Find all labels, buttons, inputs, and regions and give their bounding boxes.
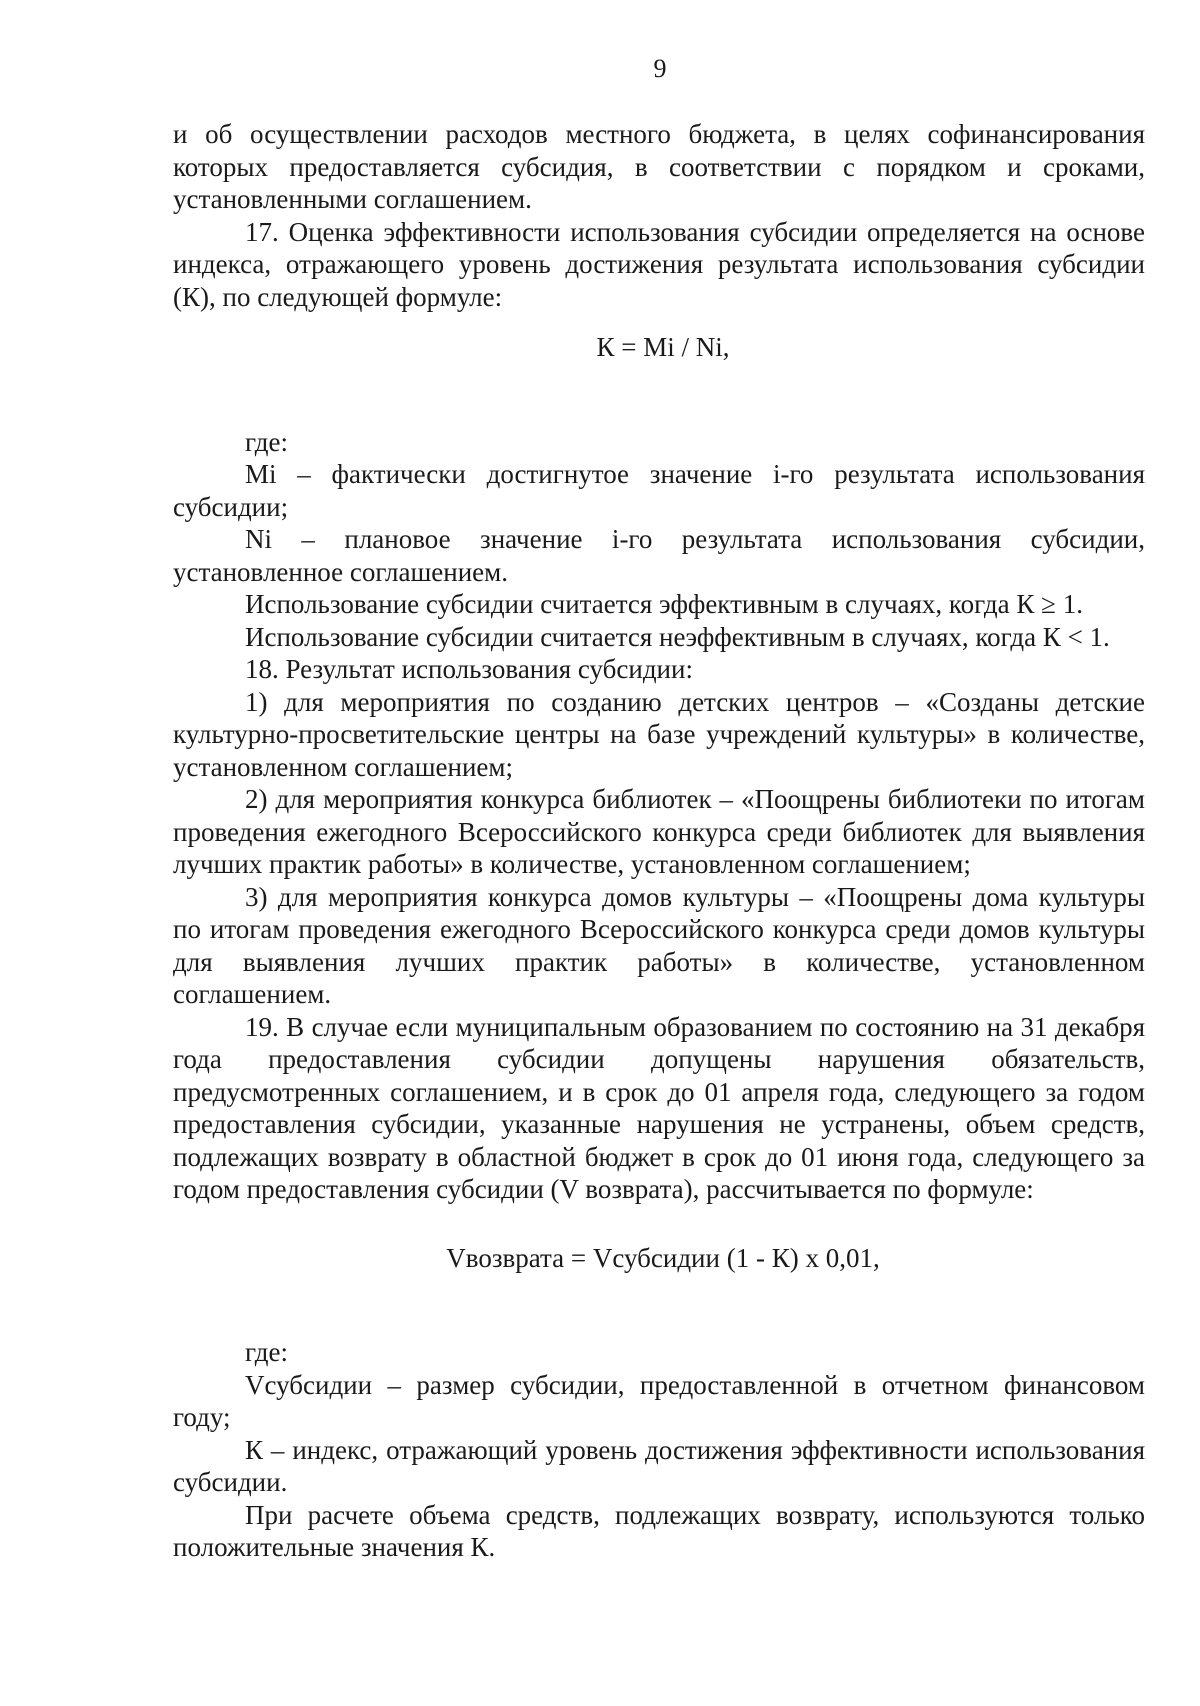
definition-mi: Mi – фактически достигнутое значение i-го результата использования субсидии;	[173, 459, 1145, 522]
formula-efficiency-index: К = Mi / Ni,	[596, 332, 730, 362]
paragraph-effective: Использование субсидии считается эффективным в случаях, когда К ≥ 1.	[245, 589, 1083, 619]
list-item-1: 1) для мероприятия по созданию детских центров – «Созданы детские культурно-просветительские центры на базе учреждений культуры» в количестве, установленном соглашением;	[173, 686, 1145, 782]
paragraph-positive-values: При расчете объема средств, подлежащих возврату, используются только положительные значения К.	[173, 1499, 1145, 1562]
paragraph-where-1: где:	[245, 426, 288, 457]
definition-k: К – индекс, отражающий уровень достижения эффективности использования субсидии.	[173, 1434, 1145, 1497]
document-body	[173, 118, 1145, 1564]
paragraph-ineffective: Использование субсидии считается неэффективным в случаях, когда К < 1.	[245, 621, 1110, 652]
formula-refund: Vвозврата = Vсубсидии (1 - К) х 0,01,	[446, 1242, 880, 1273]
paragraph-item-17: 17. Оценка эффективности использования субсидии определяется на основе индекса, отражающего уровень достижения результата использования субсидии (К), по следующей формуле:	[173, 216, 1145, 312]
page-number: 9	[653, 54, 667, 83]
paragraph-continuation: и об осуществлении расходов местного бюджета, в целях софинансирования которых предоставляется субсидия, в соответствии с порядком и сроками, установленными соглашением.	[173, 119, 1145, 214]
paragraph-where-2: где:	[245, 1337, 288, 1367]
definition-vsubsidy: Vсубсидии – размер субсидии, предоставленной в отчетном финансовом году;	[173, 1369, 1145, 1432]
list-item-3: 3) для мероприятия конкурса домов культуры – «Поощрены дома культуры по итогам проведения ежегодного Всероссийского конкурса среди домов культуры для выявления лучших практик работы» в количестве, установленном соглашением.	[173, 881, 1145, 1009]
paragraph-item-18: 18. Результат использования субсидии:	[245, 654, 693, 684]
list-item-2: 2) для мероприятия конкурса библиотек – «Поощрены библиотеки по итогам проведения ежегодного Всероссийского конкурса среди библиотек для выявления лучших практик работы» в количестве, установленном соглашением;	[173, 784, 1145, 879]
paragraph-item-19: 19. В случае если муниципальным образованием по состоянию на 31 декабря года предоставления субсидии допущены нарушения обязательств, предусмотренных соглашением, и в срок до 01 апреля года, следующего за годом предоставления субсидии, указанные нарушения не устранены, объем средств, подлежащих возврату в областной бюджет в срок до 01 июня года, следующего за годом предоставления субсидии (V возврата), рассчитывается по формуле:	[173, 1011, 1145, 1204]
definition-ni: Ni – плановое значение i-го результата использования субсидии, установленное соглашением.	[173, 524, 1145, 587]
